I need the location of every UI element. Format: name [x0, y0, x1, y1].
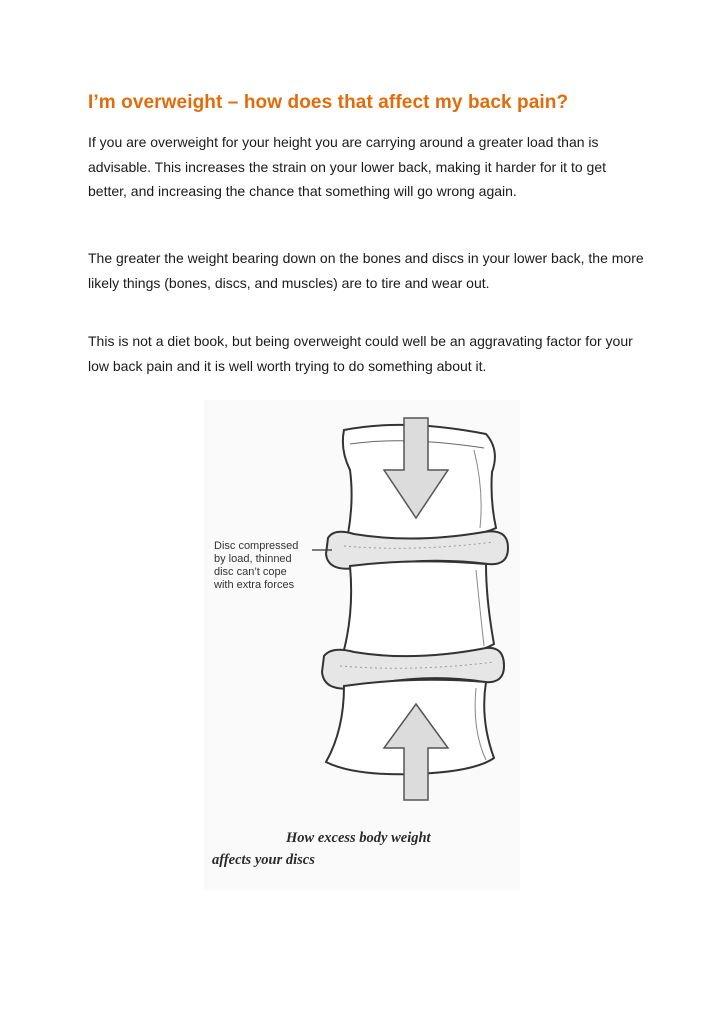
middle-vertebra	[344, 561, 494, 658]
figure-caption-line-1: How excess body weight	[286, 830, 431, 846]
callout-label: Disc compressed by load, thinned disc can’t cope with extra forces	[214, 540, 299, 591]
figure-caption-line-2: affects your discs	[212, 852, 315, 868]
paragraph-2: The greater the weight bearing down on the bones and discs in your lower back, the more likely things (bones, discs, and muscles) are to tire and wear out.	[88, 250, 644, 291]
paragraph-1: If you are overweight for your height you are carrying around a greater load than is advisable. This increases the strain on your lower back, making it harder for it to get better, and increasing the chance that something will go wrong again.	[88, 134, 606, 199]
paragraph-3: This is not a diet book, but being overweight could well be an aggravating factor for your low back pain and it is well worth trying to do something about it.	[88, 333, 633, 374]
spine-illustration-svg	[204, 400, 520, 890]
page-title: I’m overweight – how does that affect my back pain?	[88, 92, 569, 113]
spine-disc-illustration	[204, 400, 520, 890]
